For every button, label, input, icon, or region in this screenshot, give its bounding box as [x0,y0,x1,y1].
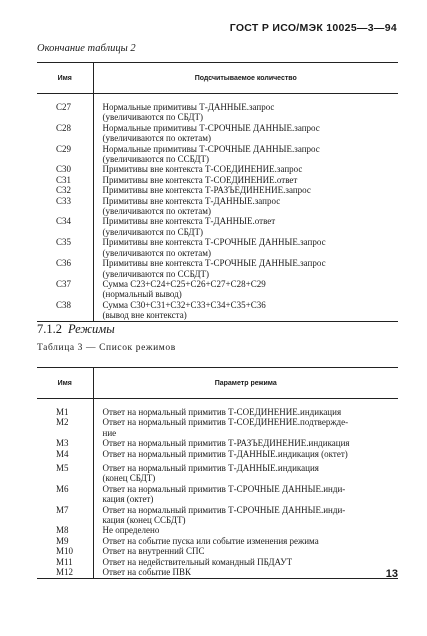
table-row [37,175,398,185]
description-line: (конец СБДТ) [102,473,156,484]
description-line: Ответ на событие ПВК [102,567,191,578]
description-line: (нормальный вывод) [102,289,182,300]
row-name-cell: M10 [37,546,93,556]
table-row [37,279,398,300]
description-line: Примитивы вне контекста Т-СРОЧНЫЕ ДАННЫЕ.запрос [102,258,326,269]
description-line: (увеличиваются по октетам) [102,206,211,217]
table-row [37,164,398,174]
description-line: Ответ на нормальный примитив Т-СОЕДИНЕНИЕ.подтвержде- [102,417,349,428]
table-row [37,185,398,195]
row-name-cell: C34 [37,216,93,237]
row-name-cell: C31 [37,175,93,185]
description-line: (увеличиваются по ССБДТ) [102,268,210,279]
description-line: Ответ на внутренний СПС [102,546,205,557]
row-description-cell [93,505,398,526]
page-header-standard: ГОСТ Р ИСО/МЭК 10025—3—94 [229,22,397,34]
table-row [37,300,398,321]
description-line: Нормальные примитивы Т-СРОЧНЫЕ ДАННЫЕ.запрос [102,122,320,133]
description-line: Сумма C30+C31+C32+C33+C34+C35+C36 [102,299,266,310]
row-description-cell [93,258,398,279]
row-name-cell: M8 [37,525,93,535]
description-line: Ответ на нормальный примитив Т-РАЗЪЕДИНЕНИЕ.индикация [102,438,350,449]
row-name-cell: M2 [37,417,93,438]
row-description-cell [93,459,398,484]
row-name-cell: M4 [37,449,93,459]
description-line: Примитивы вне контекста Т-ДАННЫЕ.ответ [102,216,276,227]
table-row [37,123,398,144]
table-row [37,449,398,459]
table-row [37,505,398,526]
description-line: Примитивы вне контекста Т-СОЕДИНЕНИЕ.запрос [102,164,303,175]
row-description-cell [93,546,398,556]
description-line: Примитивы вне контекста Т-ДАННЫЕ.запрос [102,195,281,206]
description-line: кация (конец ССБДТ) [102,515,186,526]
description-line: Ответ на нормальный примитив Т-СРОЧНЫЕ ДАННЫЕ.инди- [102,483,346,494]
row-name-cell: C37 [37,279,93,300]
row-name-cell: C33 [37,196,93,217]
row-name-cell: M12 [37,567,93,578]
row-description-cell [93,567,398,578]
table-row [37,484,398,505]
page-number: 13 [385,568,398,580]
table-row [37,216,398,237]
row-name-cell: C30 [37,164,93,174]
table-row [37,237,398,258]
row-description-cell [93,94,398,123]
table-2-continuation-caption: Окончание таблицы 2 [37,43,136,54]
description-line: Примитивы вне контекста Т-СРОЧНЫЕ ДАННЫЕ.запрос [102,237,326,248]
section-heading [37,322,115,337]
row-description-cell [93,300,398,321]
table-row [37,94,398,123]
row-description-cell [93,279,398,300]
table-3 [37,367,398,579]
row-description-cell [93,449,398,459]
row-name-cell: C38 [37,300,93,321]
row-name-cell: C35 [37,237,93,258]
table-row [37,536,398,546]
row-description-cell [93,484,398,505]
row-description-cell [93,164,398,174]
row-description-cell [93,196,398,217]
description-line: (увеличиваются по октетам) [102,247,211,258]
table-row [37,258,398,279]
row-name-cell: M11 [37,557,93,567]
row-name-cell: C28 [37,123,93,144]
description-line: (увеличиваются по ССБДТ) [102,154,210,165]
description-line: (увеличиваются по СБДТ) [102,112,204,123]
row-name-cell: M9 [37,536,93,546]
description-line: (увеличиваются по октетам) [102,133,211,144]
row-description-cell [93,237,398,258]
table-2-header-name: Имя [37,63,93,94]
description-line: ние [102,427,117,438]
description-line: (увеличиваются по СБДТ) [102,226,204,237]
row-description-cell [93,185,398,195]
row-description-cell [93,399,398,418]
section-number: 7.1.2 [37,322,62,336]
row-name-cell: M3 [37,438,93,448]
description-line: Ответ на недействительный командный ПБДАУТ [102,556,293,567]
description-line: кация (октет) [102,494,154,505]
row-description-cell [93,557,398,567]
description-line: Ответ на нормальный примитив Т-СРОЧНЫЕ ДАННЫЕ.инди- [102,504,346,515]
row-description-cell [93,216,398,237]
description-line: Нормальные примитивы Т-СРОЧНЫЕ ДАННЫЕ.запрос [102,143,320,154]
row-name-cell: M7 [37,505,93,526]
row-description-cell [93,175,398,185]
row-description-cell [93,438,398,448]
row-name-cell: M6 [37,484,93,505]
description-line: Не определено [102,525,160,536]
table-2-body [37,94,398,322]
row-name-cell: C29 [37,144,93,165]
table-2-header-quantity: Подсчитываемое количество [93,63,398,94]
table-row [37,557,398,567]
table-3-header-name: Имя [37,368,93,399]
row-description-cell [93,525,398,535]
row-name-cell: C36 [37,258,93,279]
table-row [37,567,398,578]
table-row [37,417,398,438]
row-name-cell: C27 [37,94,93,123]
row-name-cell: M1 [37,399,93,418]
table-row [37,196,398,217]
table-row [37,459,398,484]
table-3-header-parameter: Параметр режима [93,368,398,399]
table-row [37,399,398,418]
table-row [37,525,398,535]
table-3-body [37,399,398,579]
description-line: (вывод вне контекста) [102,310,187,321]
description-line: Ответ на нормальный примитив Т-СОЕДИНЕНИЕ.индикация [102,407,342,417]
row-description-cell [93,123,398,144]
table-row [37,144,398,165]
description-line: Ответ на нормальный примитив Т-ДАННЫЕ.индикация (октет) [102,448,348,459]
table-3-caption: Таблица 3 — Список режимов [37,343,176,353]
row-description-cell [93,417,398,438]
description-line: Примитивы вне контекста Т-РАЗЪЕДИНЕНИЕ.запрос [102,185,311,196]
description-line: Примитивы вне контекста Т-СОЕДИНЕНИЕ.ответ [102,174,298,185]
section-title: Режимы [68,322,115,336]
description-line: Нормальные примитивы Т-ДАННЫЕ.запрос [102,102,275,112]
description-line: Ответ на событие пуска или событие изменения режима [102,535,319,546]
row-name-cell: C32 [37,185,93,195]
table-row [37,546,398,556]
description-line: Сумма C23+C24+C25+C26+C27+C28+C29 [102,278,266,289]
row-name-cell: M5 [37,459,93,484]
description-line: Ответ на нормальный примитив Т-ДАННЫЕ.индикация [102,463,319,474]
table-row [37,438,398,448]
row-description-cell [93,144,398,165]
row-description-cell [93,536,398,546]
table-2 [37,62,398,322]
